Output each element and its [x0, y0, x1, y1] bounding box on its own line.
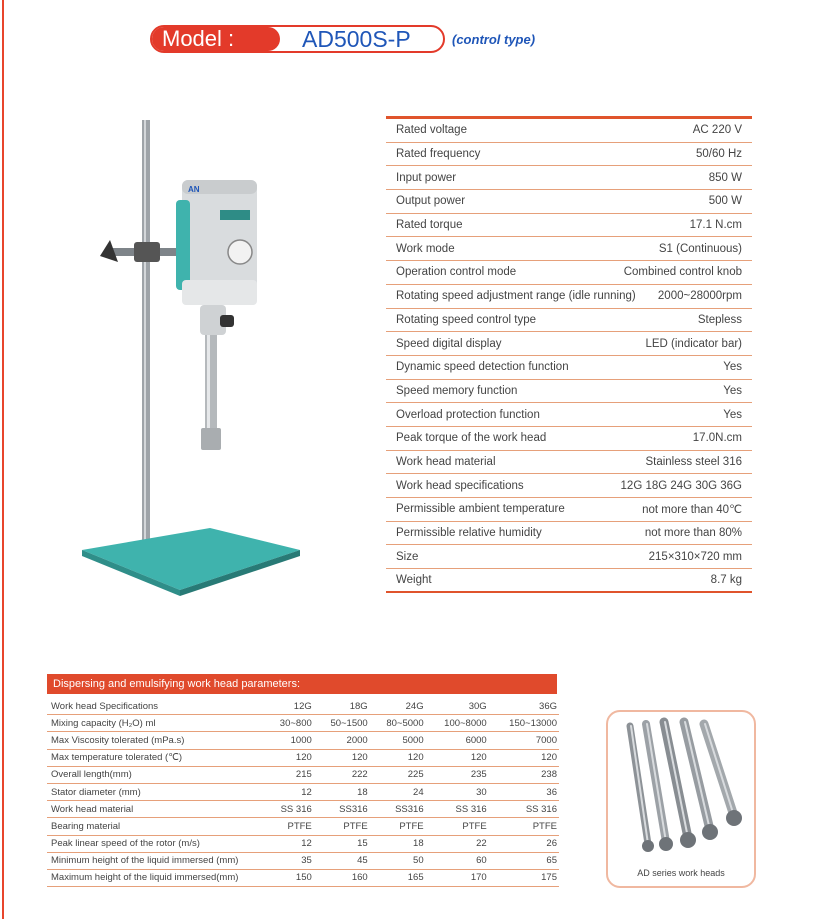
params-label-cell: Work head material — [47, 801, 265, 818]
spec-value: Combined control knob — [623, 266, 742, 279]
spec-label: Work mode — [396, 242, 455, 255]
model-value: AD500S-P — [302, 26, 411, 52]
params-value-cell: 65 — [489, 852, 559, 869]
params-value-cell: SS316 — [314, 801, 370, 818]
spec-label: Speed memory function — [396, 384, 518, 397]
spec-value: Stainless steel 316 — [645, 455, 742, 468]
params-value-cell: 160 — [314, 869, 370, 886]
model-header — [150, 25, 445, 53]
params-value-cell: 36 — [489, 783, 559, 800]
spec-label: Work head specifications — [396, 479, 524, 492]
spec-row — [386, 356, 752, 380]
params-value-cell: 100~8000 — [426, 715, 489, 732]
spec-row — [386, 522, 752, 546]
params-value-cell: 36G — [489, 698, 559, 715]
spec-label: Rated torque — [396, 219, 463, 232]
params-value-cell: PTFE — [489, 818, 559, 835]
params-value-cell: PTFE — [314, 818, 370, 835]
params-value-cell: 165 — [370, 869, 426, 886]
params-value-cell: 80~5000 — [370, 715, 426, 732]
spec-row — [386, 332, 752, 356]
params-value-cell: 1000 — [265, 732, 314, 749]
spec-row — [386, 545, 752, 569]
params-label-cell: Stator diameter (mm) — [47, 783, 265, 800]
spec-label: Weight — [396, 573, 432, 586]
spec-label: Overload protection function — [396, 408, 540, 421]
params-row — [47, 766, 559, 783]
params-value-cell: PTFE — [426, 818, 489, 835]
spec-label: Work head material — [396, 455, 496, 468]
params-value-cell: 18G — [314, 698, 370, 715]
spec-value: Stepless — [697, 313, 742, 326]
spec-label: Operation control mode — [396, 266, 517, 279]
params-row — [47, 715, 559, 732]
params-value-cell: 12 — [265, 783, 314, 800]
homogenizer-illustration — [70, 110, 320, 610]
specs-table — [386, 116, 752, 593]
params-value-cell: 222 — [314, 766, 370, 783]
spec-value: Yes — [723, 361, 742, 374]
spec-row — [386, 285, 752, 309]
spec-value: 17.0N.cm — [692, 432, 742, 445]
params-row — [47, 852, 559, 869]
params-label-cell: Minimum height of the liquid immersed (mm) — [47, 852, 265, 869]
params-value-cell: 215 — [265, 766, 314, 783]
page-edge-line — [2, 0, 4, 919]
params-value-cell: 238 — [489, 766, 559, 783]
spec-row — [386, 166, 752, 190]
spec-value: 8.7 kg — [710, 573, 742, 586]
params-value-cell: 12 — [265, 835, 314, 852]
params-value-cell: SS316 — [370, 801, 426, 818]
params-value-cell: 50 — [370, 852, 426, 869]
params-row — [47, 869, 559, 886]
spec-value: 500 W — [708, 195, 742, 208]
params-value-cell: SS 316 — [489, 801, 559, 818]
params-value-cell: 30G — [426, 698, 489, 715]
params-value-cell: 26 — [489, 835, 559, 852]
params-value-cell: 235 — [426, 766, 489, 783]
params-value-cell: 120 — [314, 749, 370, 766]
params-value-cell: 120 — [370, 749, 426, 766]
params-value-cell: 6000 — [426, 732, 489, 749]
params-value-cell: SS 316 — [265, 801, 314, 818]
params-table — [47, 698, 559, 887]
params-value-cell: 225 — [370, 766, 426, 783]
spec-label: Peak torque of the work head — [396, 432, 547, 445]
params-label-cell: Peak linear speed of the rotor (m/s) — [47, 835, 265, 852]
spec-label: Rated frequency — [396, 148, 481, 161]
spec-row — [386, 119, 752, 143]
spec-label: Rotating speed adjustment range (idle running) — [396, 290, 636, 303]
spec-row — [386, 309, 752, 333]
brand-mark: AN — [188, 185, 200, 194]
params-value-cell: 120 — [265, 749, 314, 766]
spec-row — [386, 237, 752, 261]
params-row — [47, 818, 559, 835]
params-row — [47, 698, 559, 715]
params-value-cell: 24 — [370, 783, 426, 800]
params-value-cell: 24G — [370, 698, 426, 715]
params-label-cell: Maximum height of the liquid immersed(mm) — [47, 869, 265, 886]
stand-base — [82, 528, 300, 590]
spec-label: Rated voltage — [396, 124, 467, 137]
spec-row — [386, 380, 752, 404]
spec-label: Input power — [396, 171, 457, 184]
params-value-cell: 45 — [314, 852, 370, 869]
spec-value: Yes — [723, 384, 742, 397]
params-value-cell: 15 — [314, 835, 370, 852]
params-row — [47, 835, 559, 852]
spec-row — [386, 403, 752, 427]
spec-row — [386, 498, 752, 522]
params-value-cell: 30 — [426, 783, 489, 800]
params-value-cell: 120 — [489, 749, 559, 766]
params-value-cell: 22 — [426, 835, 489, 852]
params-value-cell: PTFE — [370, 818, 426, 835]
spec-value: 2000~28000rpm — [657, 290, 742, 303]
params-label-cell: Overall length(mm) — [47, 766, 265, 783]
params-label-cell: Max Viscosity tolerated (mPa.s) — [47, 732, 265, 749]
spec-row — [386, 190, 752, 214]
spec-label: Speed digital display — [396, 337, 502, 350]
spec-row — [386, 427, 752, 451]
params-value-cell: SS 316 — [426, 801, 489, 818]
params-value-cell: 30~800 — [265, 715, 314, 732]
model-label: Model : — [152, 27, 280, 51]
spec-value: 17.1 N.cm — [689, 219, 742, 232]
params-row — [47, 732, 559, 749]
params-value-cell: 12G — [265, 698, 314, 715]
params-title: Dispersing and emulsifying work head parameters: — [47, 674, 557, 694]
spec-label: Dynamic speed detection function — [396, 361, 569, 374]
params-label-cell: Bearing material — [47, 818, 265, 835]
spec-label: Permissible ambient temperature — [396, 503, 565, 516]
speed-knob — [228, 240, 252, 264]
params-label-cell: Max temperature tolerated (℃) — [47, 749, 265, 766]
work-heads-card — [606, 710, 756, 888]
params-value-cell: PTFE — [265, 818, 314, 835]
params-label-cell: Mixing capacity (H₂O) ml — [47, 715, 265, 732]
params-value-cell: 2000 — [314, 732, 370, 749]
spec-label: Permissible relative humidity — [396, 527, 542, 540]
params-value-cell: 170 — [426, 869, 489, 886]
params-value-cell: 175 — [489, 869, 559, 886]
spec-value: 12G 18G 24G 30G 36G — [620, 479, 742, 492]
spec-row — [386, 451, 752, 475]
spec-value: 50/60 Hz — [695, 148, 742, 161]
work-heads-caption: AD series work heads — [637, 868, 725, 878]
params-row — [47, 783, 559, 800]
spec-value: not more than 40℃ — [642, 504, 742, 517]
spec-row — [386, 261, 752, 285]
params-label-cell: Work head Specifications — [47, 698, 265, 715]
spec-label: Rotating speed control type — [396, 313, 537, 326]
params-value-cell: 150~13000 — [489, 715, 559, 732]
params-row — [47, 749, 559, 766]
spec-row — [386, 474, 752, 498]
params-value-cell: 5000 — [370, 732, 426, 749]
spec-row — [386, 214, 752, 238]
params-value-cell: 120 — [426, 749, 489, 766]
spec-label: Size — [396, 550, 419, 563]
params-value-cell: 18 — [370, 835, 426, 852]
params-value-cell: 7000 — [489, 732, 559, 749]
spec-value: S1 (Continuous) — [658, 242, 742, 255]
spec-value: AC 220 V — [692, 124, 742, 137]
params-row — [47, 801, 559, 818]
spec-value: 850 W — [708, 171, 742, 184]
params-value-cell: 35 — [265, 852, 314, 869]
control-type-label: (control type) — [452, 32, 536, 47]
spec-value: LED (indicator bar) — [645, 337, 742, 350]
spec-label: Output power — [396, 195, 466, 208]
spec-value: Yes — [723, 408, 742, 421]
work-heads-image — [608, 712, 754, 862]
params-value-cell: 50~1500 — [314, 715, 370, 732]
params-value-cell: 18 — [314, 783, 370, 800]
spec-value: not more than 80% — [644, 527, 742, 540]
spec-row — [386, 569, 752, 593]
params-value-cell: 150 — [265, 869, 314, 886]
params-value-cell: 60 — [426, 852, 489, 869]
spec-row — [386, 143, 752, 167]
spec-value: 215×310×720 mm — [648, 550, 742, 563]
